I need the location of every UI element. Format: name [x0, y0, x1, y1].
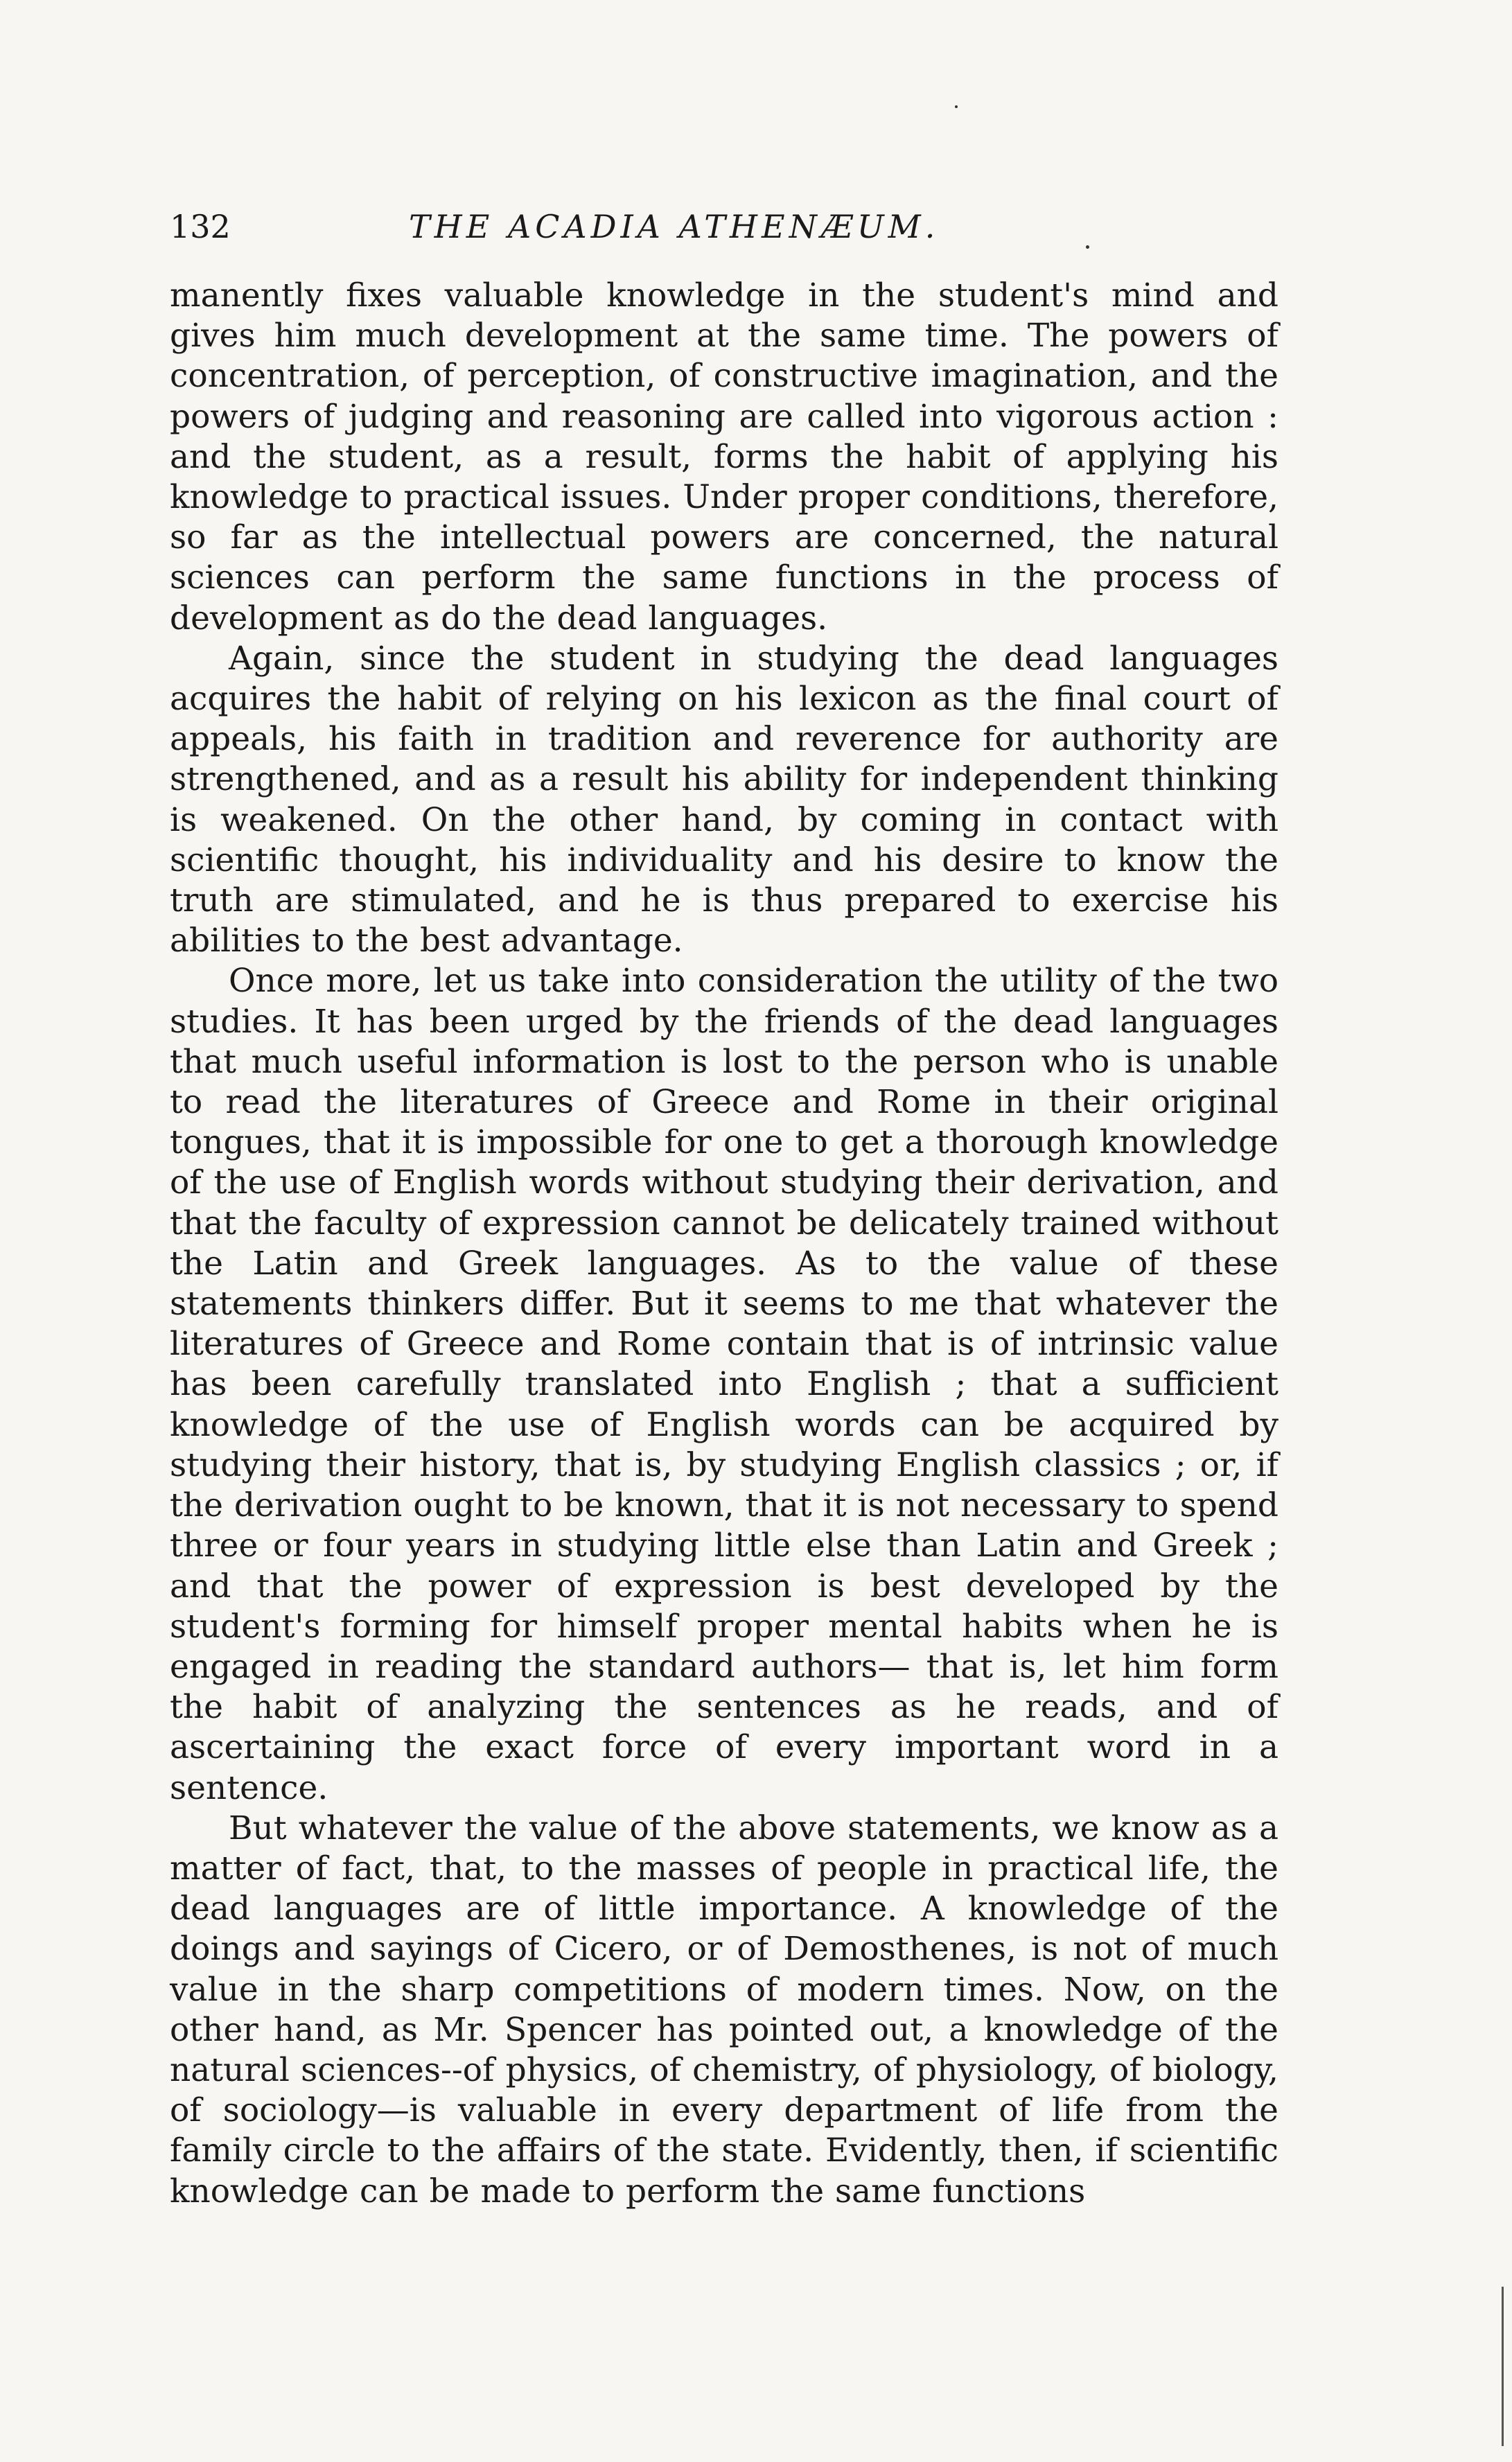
- page-content: [170, 208, 1278, 2212]
- page-number: 132: [170, 208, 231, 245]
- paragraph-2: Again, since the student in studying the dead languages acquires the habit of relying on his lexicon as the final court of appeals, his faith in tradition and reverence for authority are strengthened, and as a result his ability for independent thinking is weakened. On the other hand, by coming in contact with scientific thought, his individuality and his desire to know the truth are stimulated, and he is thus prepared to exercise his abilities to the best advantage.: [170, 639, 1278, 960]
- page-header: [170, 208, 1278, 263]
- scan-speck: [955, 105, 958, 108]
- paragraph-1: manently fixes valuable knowledge in the student's mind and gives him much development at the same time. The powers of concentration, of perception, of constructive imagination, and the powers of judging and reasoning are called into vigorous action : and the student, as a result, forms the habit of applying his knowledge to practical issues. Under proper conditions, therefore, so far as the intellectual powers are concerned, the natural sciences can perform the same functions in the process of development as do the dead languages.: [170, 276, 1278, 638]
- paragraph-3: Once more, let us take into consideration the utility of the two studies. It has been urged by the friends of the dead languages that much useful information is lost to the person who is unable to read the literatures of Greece and Rome in their original tongues, that it is impossible for one to get a thorough knowledge of the use of English words without studying their derivation, and that the faculty of expression cannot be delicately trained without the Latin and Greek languages. As to the value of these statements thinkers differ. But it seems to me that whatever the literatures of Greece and Rome contain that is of intrinsic value has been carefully translated into English ; that a sufficient knowledge of the use of English words can be acquired by studying their history, that is, by studying English classics ; or, if the derivation ought to be known, that it is not necessary to spend three or four years in studying little else than Latin and Greek ; and that the power of expression is best developed by the student's forming for himself proper mental habits when he is engaged in reading the standard authors— that is, let him form the habit of analyzing the sentences as he reads, and of ascertaining the exact force of every important word in a sentence.: [170, 962, 1278, 1807]
- scan-speck: [1086, 245, 1089, 249]
- running-title: THE ACADIA ATHENÆUM.: [409, 208, 940, 245]
- scan-edge-mark: [1502, 2287, 1504, 2446]
- article-body: [170, 276, 1278, 2212]
- paragraph-4: But whatever the value of the above statements, we know as a matter of fact, that, to the masses of people in practical life, the dead languages are of little importance. A knowledge of the doings and sayings of Cicero, or of Demosthenes, is not of much value in the sharp competitions of modern times. Now, on the other hand, as Mr. Spencer has pointed out, a knowledge of the natural sciences--of physics, of chemistry, of physiology, of biology, of sociology—is valuable in every department of life from the family circle to the affairs of the state. Evidently, then, if scientific knowledge can be made to perform the same functions: [170, 1809, 1278, 2210]
